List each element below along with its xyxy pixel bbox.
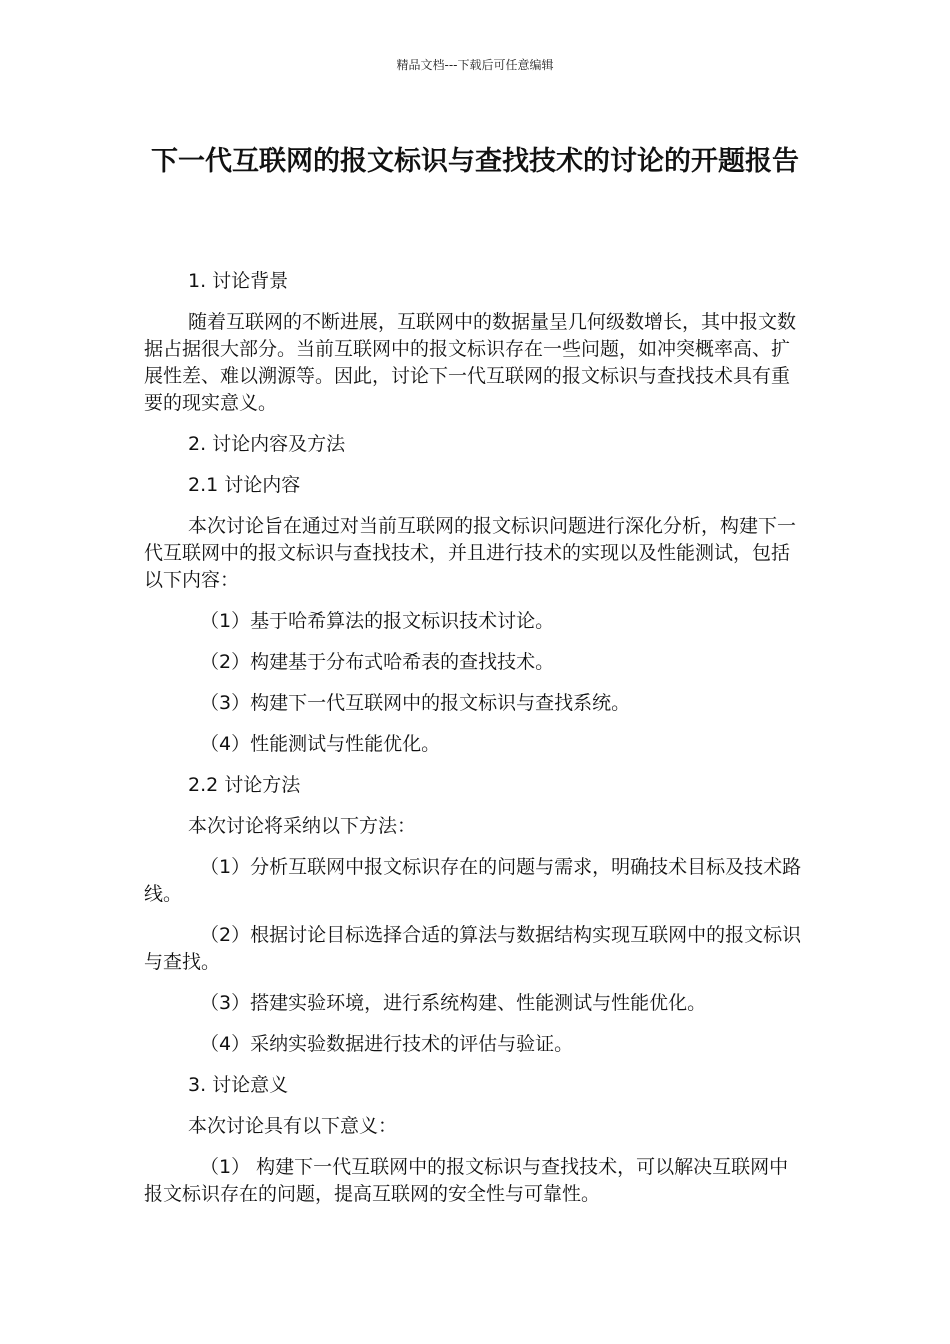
list-item: （2）根据讨论目标选择合适的算法与数据结构实现互联网中的报文标识与查找。 <box>144 924 802 973</box>
section-heading-significance: 3. 讨论意义 <box>188 1074 289 1096</box>
section-heading-content-method: 2. 讨论内容及方法 <box>188 433 346 455</box>
list-item: （4）采纳实验数据进行技术的评估与验证。 <box>200 1033 574 1055</box>
document-title: 下一代互联网的报文标识与查找技术的讨论的开题报告 <box>151 146 799 177</box>
paragraph-significance-intro: 本次讨论具有以下意义： <box>188 1115 398 1137</box>
page-header: 精品文档---下载后可任意编辑 <box>396 58 554 72</box>
subsection-heading-content: 2.1 讨论内容 <box>188 474 301 496</box>
list-item: （1） 构建下一代互联网中的报文标识与查找技术，可以解决互联网中报文标识存在的问题，提高互联网的安全性与可靠性。 <box>144 1156 789 1205</box>
section-heading-background: 1. 讨论背景 <box>188 270 289 292</box>
subsection-heading-method: 2.2 讨论方法 <box>188 774 301 796</box>
list-item: （1）基于哈希算法的报文标识技术讨论。 <box>200 610 555 632</box>
list-item: （3）构建下一代互联网中的报文标识与查找系统。 <box>200 692 631 714</box>
list-item: （3）搭建实验环境，进行系统构建、性能测试与性能优化。 <box>200 992 707 1014</box>
document-body <box>144 268 806 1222</box>
list-item: （4）性能测试与性能优化。 <box>200 733 441 755</box>
paragraph-content-intro: 本次讨论旨在通过对当前互联网的报文标识问题进行深化分析，构建下一代互联网中的报文标识与查找技术，并且进行技术的实现以及性能测试，包括以下内容： <box>144 515 797 591</box>
paragraph-method-intro: 本次讨论将采纳以下方法： <box>188 815 417 837</box>
list-item: （1）分析互联网中报文标识存在的问题与需求，明确技术目标及技术路线。 <box>144 856 802 905</box>
list-item: （2）构建基于分布式哈希表的查找技术。 <box>200 651 555 673</box>
paragraph-background: 随着互联网的不断进展，互联网中的数据量呈几何级数增长，其中报文数据占据很大部分。当前互联网中的报文标识存在一些问题，如冲突概率高、扩展性差、难以溯源等。因此，讨论下一代互联网的报文标识与查找技术具有重要的现实意义。 <box>144 311 797 414</box>
